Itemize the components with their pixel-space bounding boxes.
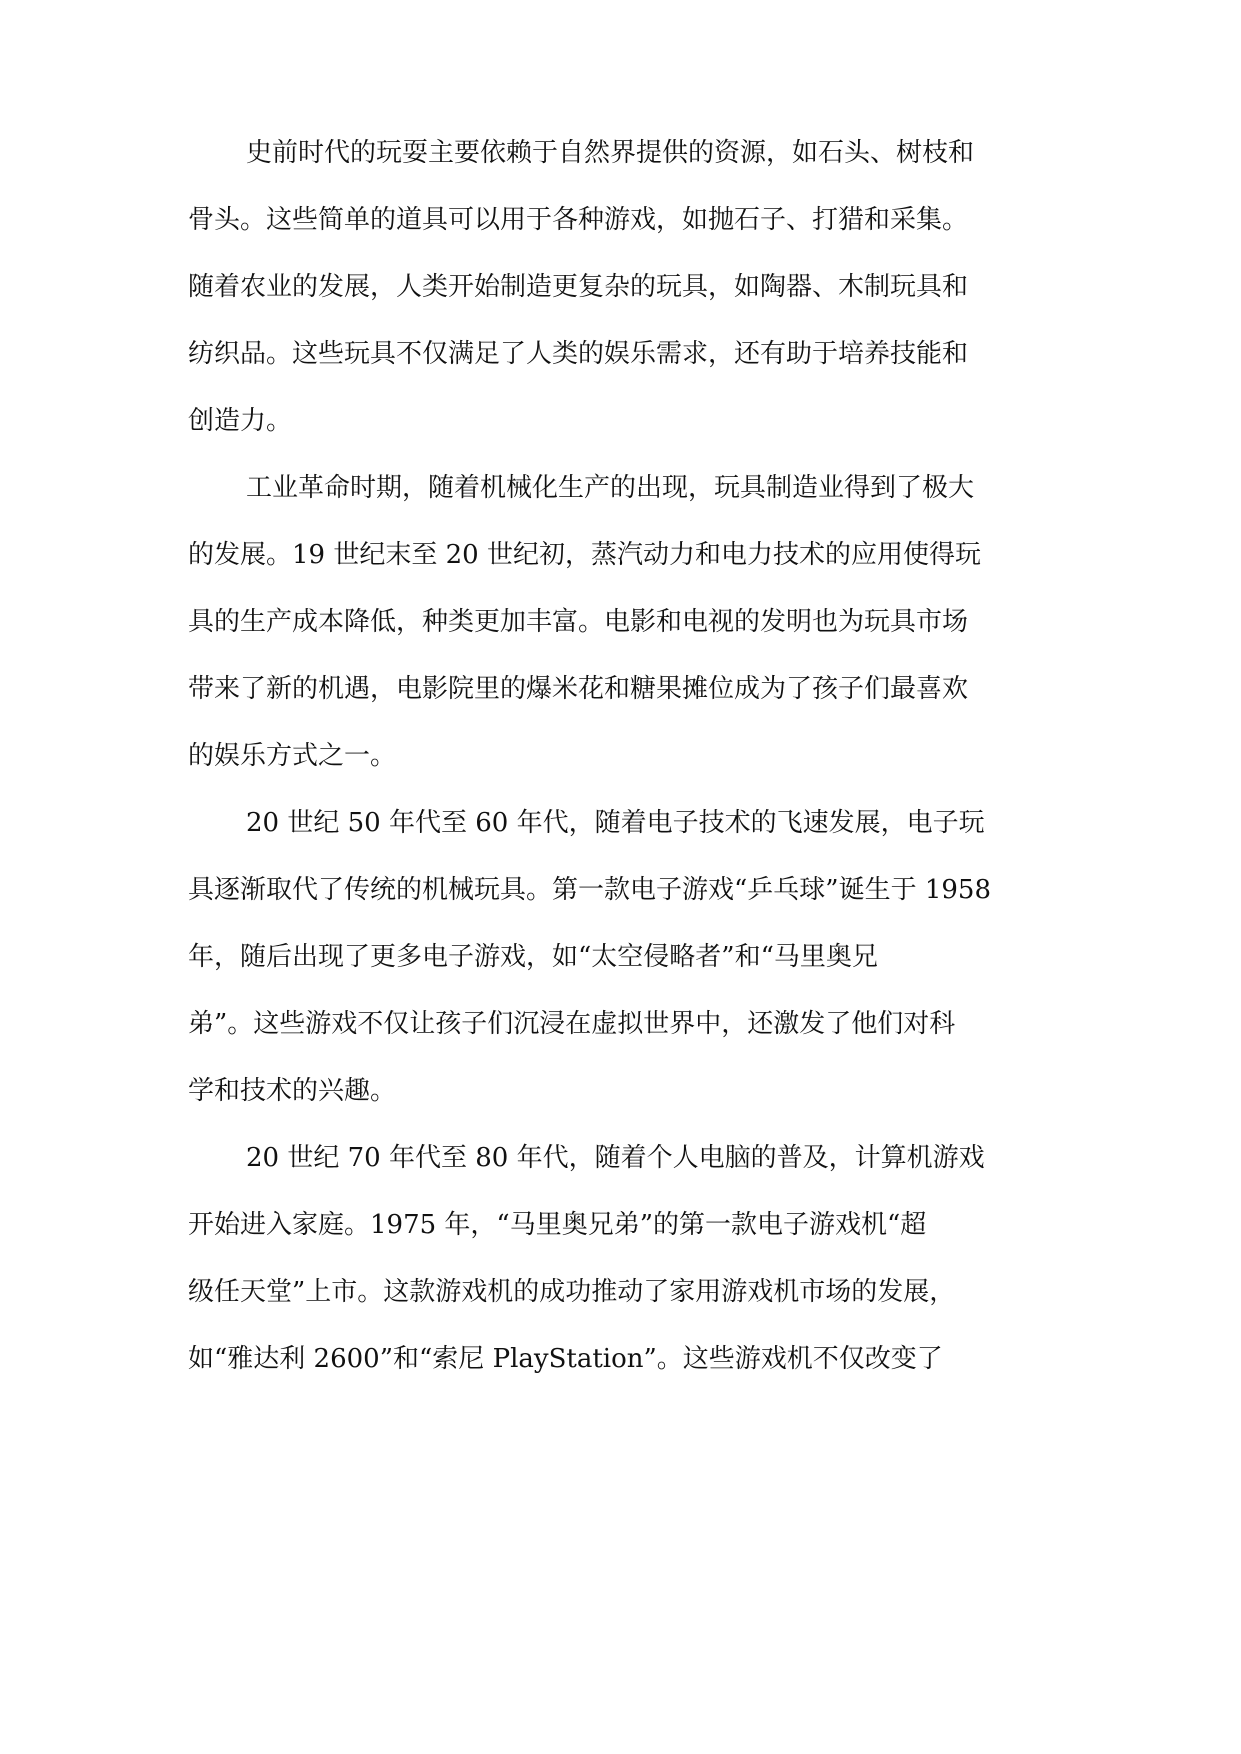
paragraph-line: 20 世纪 50 年代至 60 年代，随着电子技术的飞速发展，电子玩	[246, 808, 985, 838]
paragraph-line: 学和技术的兴趣。	[188, 1076, 397, 1106]
paragraph-line: 的娱乐方式之一。	[188, 741, 397, 771]
paragraph-line: 工业革命时期，随着机械化生产的出现，玩具制造业得到了极大	[246, 473, 975, 503]
paragraph-line: 弟”。这些游戏不仅让孩子们沉浸在虚拟世界中，还激发了他们对科	[188, 1009, 956, 1039]
paragraph-line: 20 世纪 70 年代至 80 年代，随着个人电脑的普及，计算机游戏	[246, 1143, 985, 1173]
paragraph-line: 纺织品。这些玩具不仅满足了人类的娱乐需求，还有助于培养技能和	[188, 339, 969, 369]
paragraph-line: 带来了新的机遇，电影院里的爆米花和糖果摊位成为了孩子们最喜欢	[188, 674, 969, 704]
paragraph-line: 如“雅达利 2600”和“索尼 PlayStation”。这些游戏机不仅改变了	[188, 1344, 943, 1374]
paragraph-line: 创造力。	[188, 406, 293, 436]
paragraph-line: 随着农业的发展，人类开始制造更复杂的玩具，如陶器、木制玩具和	[188, 272, 969, 302]
paragraph-line: 骨头。这些简单的道具可以用于各种游戏，如抛石子、打猎和采集。	[188, 205, 969, 235]
paragraph-line: 的发展。19 世纪末至 20 世纪初，蒸汽动力和电力技术的应用使得玩	[188, 540, 981, 570]
paragraph-line: 具逐渐取代了传统的机械玩具。第一款电子游戏“乒乓球”诞生于 1958	[188, 875, 992, 905]
paragraph-line: 史前时代的玩耍主要依赖于自然界提供的资源，如石头、树枝和	[246, 138, 975, 168]
paragraph-line: 开始进入家庭。1975 年，“马里奥兄弟”的第一款电子游戏机“超	[188, 1210, 927, 1240]
paragraph-line: 具的生产成本降低，种类更加丰富。电影和电视的发明也为玩具市场	[188, 607, 969, 637]
paragraph-line: 级任天堂”上市。这款游戏机的成功推动了家用游戏机市场的发展，	[188, 1277, 956, 1307]
paragraph-line: 年，随后出现了更多电子游戏，如“太空侵略者”和“马里奥兄	[188, 942, 878, 972]
